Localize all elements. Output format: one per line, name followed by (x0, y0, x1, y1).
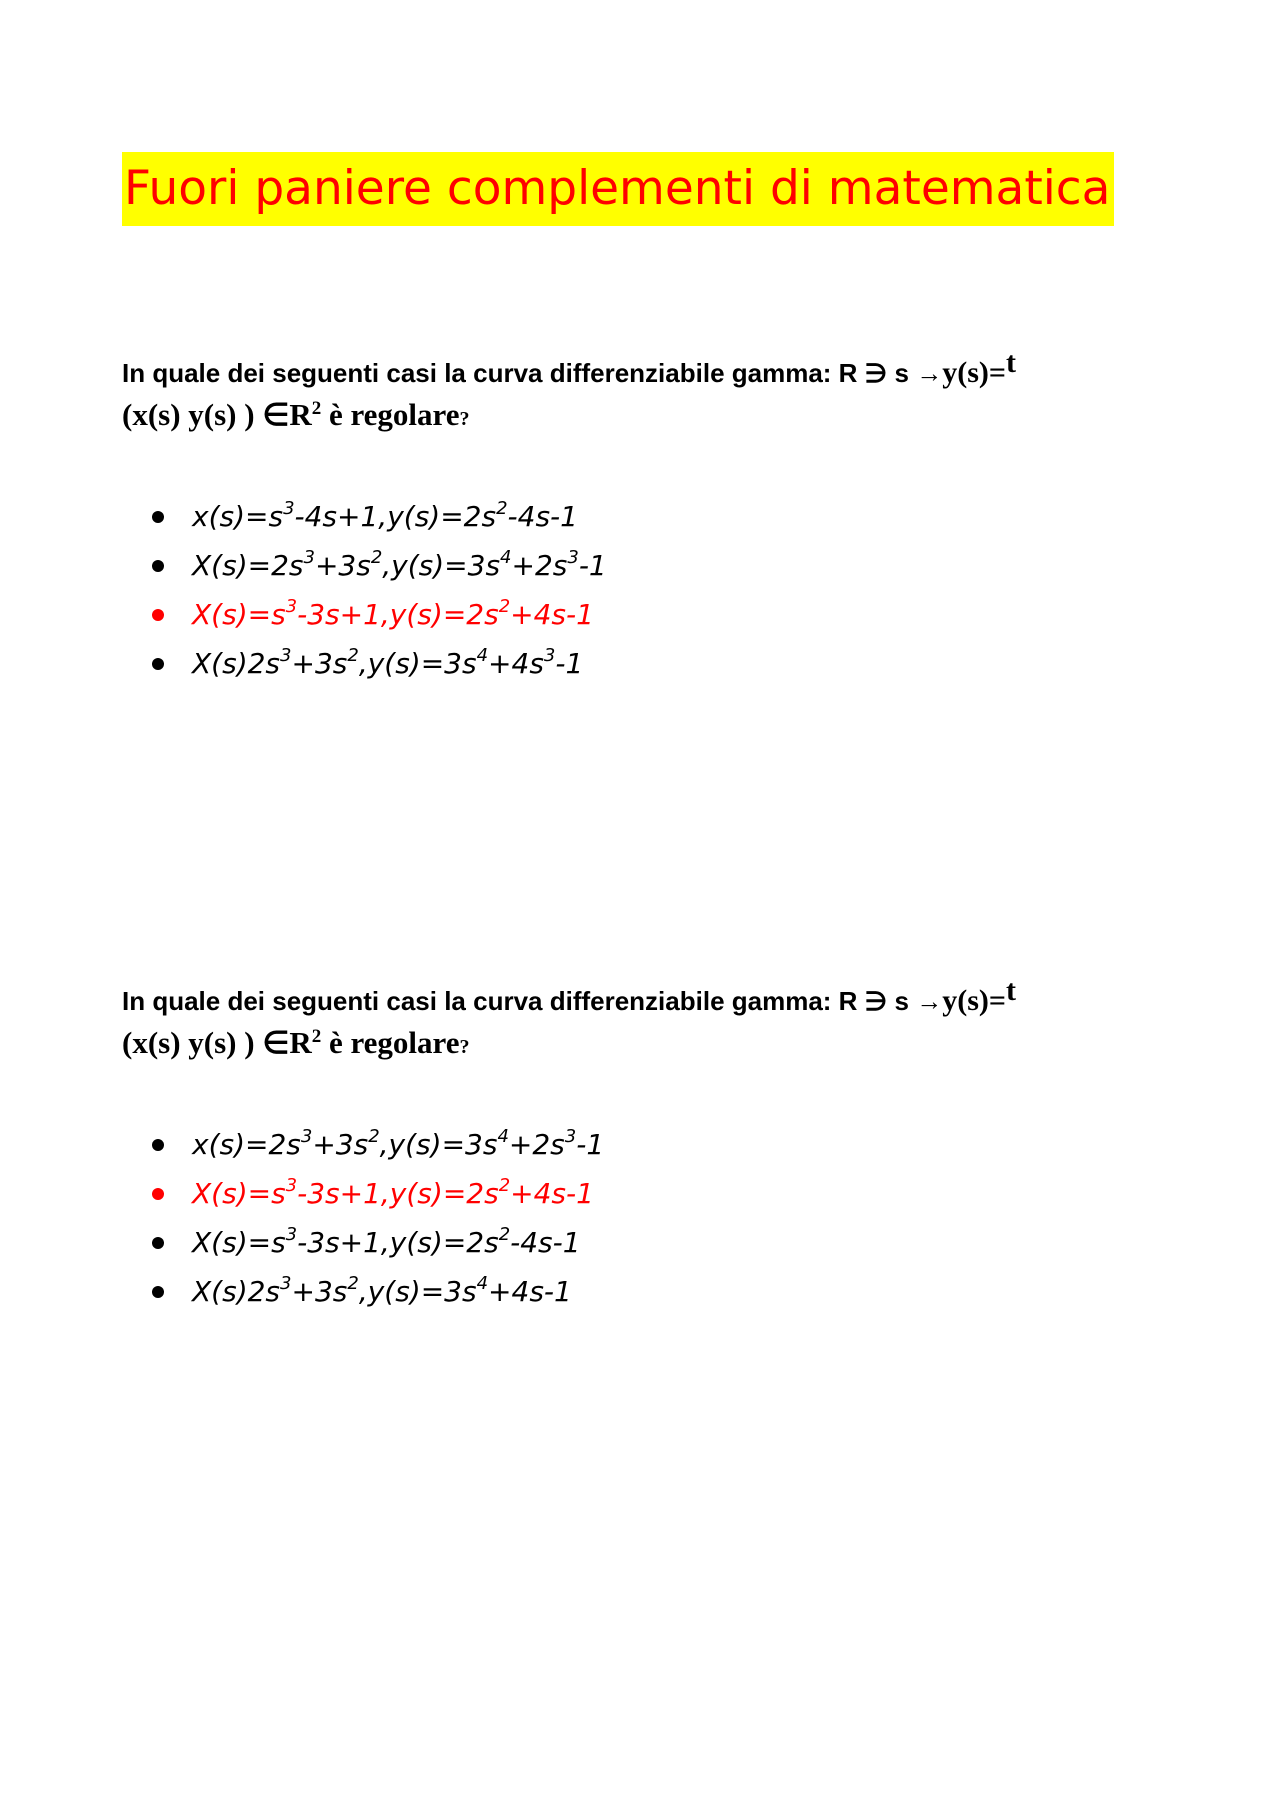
question-1 (122, 346, 1182, 688)
curve-formula: y(s)= (942, 356, 1006, 389)
question-ending: è regolare (321, 1025, 460, 1060)
question-2 (122, 974, 1182, 1316)
question-prompt: In quale dei seguenti casi la curva differenziabile gamma: R ∋ s → (122, 986, 943, 1016)
vector-formula: (x(s) y(s) ) ∈R (122, 1025, 312, 1060)
answer-option: $x(s)=s^3-4s+1,y(s)=2s^2-4s-1$ (122, 492, 1182, 541)
vector-formula: (x(s) y(s) ) ∈R (122, 397, 312, 432)
question-ending: è regolare (321, 397, 460, 432)
curve-formula: y(s)= (942, 984, 1006, 1017)
bullet-icon (152, 609, 164, 621)
answer-option-correct: $X(s)=s^3-3s+1,y(s)=2s^2+4s-1$ (122, 1169, 1182, 1218)
question-text-line1 (122, 974, 1182, 1022)
power-superscript: 2 (311, 398, 322, 419)
transpose-superscript: t (1005, 974, 1016, 1007)
bullet-icon (152, 560, 164, 572)
transpose-superscript: t (1005, 346, 1016, 379)
answer-option: $X(s)2s^3+3s^2,y(s)=3s^4+4s-1$ (122, 1267, 1182, 1316)
answer-option: $X(s)=s^3-3s+1,y(s)=2s^2-4s-1$ (122, 1218, 1182, 1267)
question-prompt: In quale dei seguenti casi la curva differenziabile gamma: R ∋ s → (122, 358, 943, 388)
question-mark: ? (459, 408, 470, 430)
question-mark: ? (459, 1036, 470, 1058)
bullet-icon (152, 658, 164, 670)
bullet-icon (152, 1286, 164, 1298)
answer-list (122, 492, 1182, 688)
page-title: Fuori paniere complementi di matematica (122, 152, 1114, 226)
answer-option: $X(s)=2s^3+3s^2,y(s)=3s^4+2s^3-1$ (122, 541, 1182, 590)
power-superscript: 2 (311, 1026, 322, 1047)
bullet-icon (152, 1237, 164, 1249)
bullet-icon (152, 1188, 164, 1200)
answer-list (122, 1120, 1182, 1316)
answer-option-correct: $X(s)=s^3-3s+1,y(s)=2s^2+4s-1$ (122, 590, 1182, 639)
answer-option: $x(s)=2s^3+3s^2,y(s)=3s^4+2s^3-1$ (122, 1120, 1182, 1169)
question-text-line2 (122, 1022, 1182, 1068)
question-text-line2 (122, 394, 1182, 440)
question-text-line1 (122, 346, 1182, 394)
bullet-icon (152, 1139, 164, 1151)
bullet-icon (152, 511, 164, 523)
answer-option: $X(s)2s^3+3s^2,y(s)=3s^4+4s^3-1$ (122, 639, 1182, 688)
